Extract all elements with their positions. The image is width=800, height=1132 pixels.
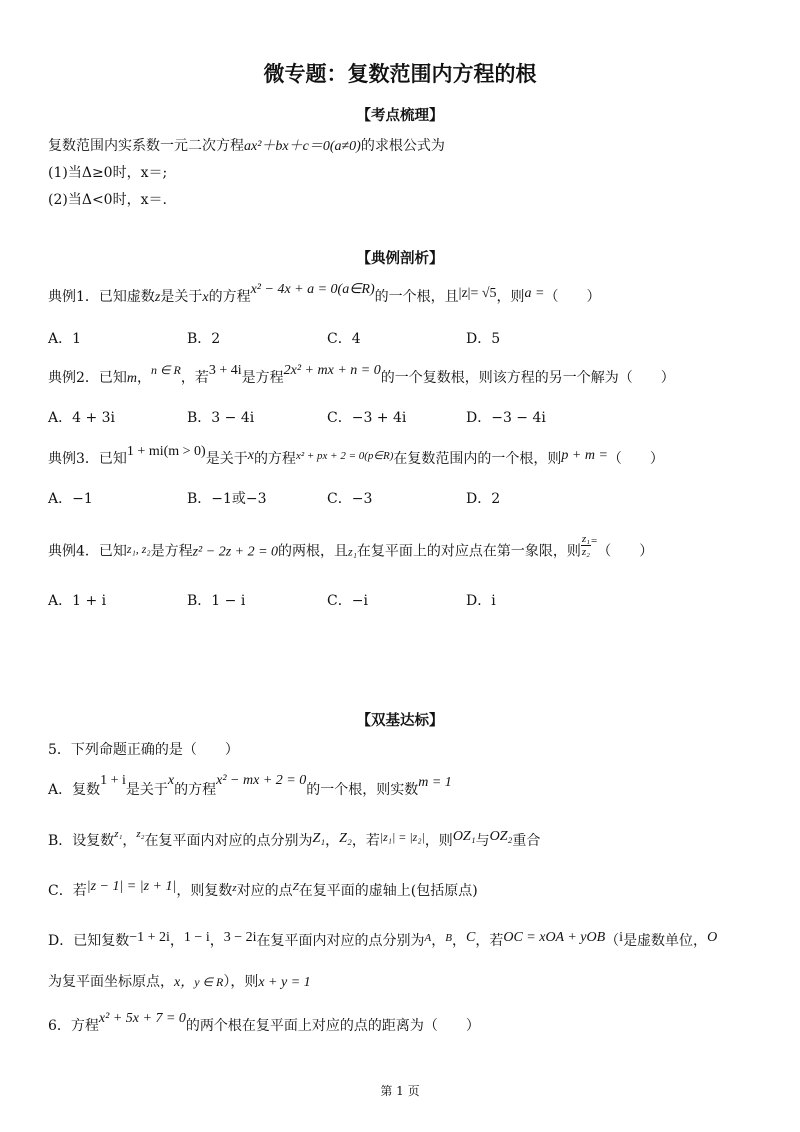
ex1-modulus: |z|= √5 — [458, 286, 497, 301]
q5b-text-e: 与 — [475, 833, 490, 849]
ex2-n-in-R: n ∈ R — [151, 363, 181, 377]
ex4-z1: z₁ — [348, 544, 357, 559]
q5b-z1: z₁ — [114, 828, 123, 840]
q5b-z2: z₂ — [136, 828, 145, 840]
q5a-equation: x² − mx + 2 = 0 — [216, 773, 307, 788]
q5c-text-d: 在复平面的虚轴上(包括原点) — [298, 883, 478, 899]
ex3-var-x: x — [247, 448, 254, 463]
example-3-stem — [48, 444, 664, 468]
ex4-equation: z² − 2z + 2 = 0 — [192, 544, 279, 560]
ex4-fraction — [581, 533, 591, 558]
q5d-imag-unit: i — [619, 930, 624, 945]
section-heading-practice: 【双基达标】 — [356, 713, 444, 729]
q5c-text-b: ，则复数 — [176, 883, 233, 899]
q5d-sep-2: ， — [209, 933, 224, 949]
q5d-sep-4: ， — [451, 933, 466, 949]
q5d-result: x + y = 1 — [258, 975, 311, 990]
q5a-text-c: 的方程 — [174, 782, 217, 798]
review-intro — [48, 135, 445, 155]
ex4-text-b: 是方程 — [150, 543, 193, 560]
ex2-option-c: C．−3 + 4i — [327, 410, 407, 426]
example-1-stem — [48, 282, 601, 306]
page-number: 第 1 页 — [380, 1084, 420, 1098]
q5b-Z1: Z₁ — [312, 831, 326, 846]
q5b-text-c: ，若 — [351, 833, 380, 849]
ex4-fraction-numerator: z₁ — [581, 533, 590, 545]
q5a-text-b: 是关于 — [125, 782, 168, 798]
q5-statement-d — [48, 930, 717, 950]
q5d-line2-text-a: 为复平面坐标原点， — [48, 974, 174, 990]
q5d-vector-equation: OC = xOA + yOB — [503, 930, 606, 945]
ex2-equation: 2x² + mx + n = 0 — [283, 363, 381, 378]
ex3-option-b: B．−1或−3 — [187, 491, 267, 507]
q6-text-b: 的两个根在复平面上对应的点的距离为（ ） — [185, 1018, 480, 1034]
q5d-complex-1: −1 + 2i — [129, 930, 170, 945]
q5d-point-A: A — [424, 932, 432, 944]
ex3-root: 1 + mi(m > 0) — [126, 444, 206, 459]
q5c-text-a: C．若 — [48, 883, 87, 899]
ex2-text-c: 的一个复数根，则该方程的另一个解为（ ） — [380, 370, 675, 386]
ex2-text-a: 典例2．已知 — [48, 370, 127, 386]
q5c-var-z: z — [232, 882, 237, 894]
ex4-option-a: A．1 + i — [48, 593, 107, 609]
q6-stem — [48, 1011, 480, 1035]
q5d-text-e: 是虚数单位， — [623, 933, 708, 949]
q5c-condition: |z − 1| = |z + 1| — [86, 879, 177, 894]
ex3-text-b: 是关于 — [205, 451, 248, 467]
ex1-equation: x² − 4x + a = 0(a∈R) — [250, 282, 375, 297]
ex2-option-d: D．−3 − 4i — [466, 410, 546, 426]
q5c-point-Z: Z — [292, 881, 299, 893]
q5b-sep: ， — [122, 833, 137, 849]
ex4-text-c: 的两根，且 — [278, 543, 349, 560]
q5b-Z2: Z₂ — [339, 831, 352, 846]
ex4-roots: z₁, z₂ — [126, 541, 151, 556]
ex2-option-b: B．3 − 4i — [187, 410, 255, 426]
ex3-text-d: 在复数范围内的一个根，则 — [393, 451, 562, 467]
q5d-complex-2: 1 − i — [183, 930, 210, 945]
page-title: 微专题：复数范围内方程的根 — [263, 62, 537, 86]
ex1-option-c: C．4 — [327, 331, 361, 347]
q5d-text-c: ，若 — [475, 933, 504, 949]
ex3-paren: （ ） — [607, 451, 664, 467]
ex1-text-b: 是关于 — [160, 289, 203, 305]
ex2-sep-2: ，若 — [180, 370, 209, 386]
ex1-ask: a = — [524, 286, 545, 301]
q5d-complex-3: 3 − 2i — [223, 930, 257, 945]
q5d-point-C: C — [465, 930, 476, 945]
ex1-text-a: 典例1．已知虚数 — [48, 289, 155, 305]
ex4-option-d: D．i — [466, 593, 496, 609]
ex2-option-a: A．4 + 3i — [48, 410, 116, 426]
ex1-paren: （ ） — [544, 289, 601, 305]
ex3-equation: x² + px + 2 = 0(p∈R) — [295, 450, 394, 462]
q5d-text-a: D．已知复数 — [48, 933, 130, 949]
q5b-vector-oz2: OZ₂ — [489, 829, 513, 844]
ex1-var-x: x — [202, 290, 209, 305]
ex2-text-b: 是方程 — [241, 370, 284, 386]
ex1-text-e: ，则 — [496, 289, 525, 305]
q5a-text-a: A．复数 — [48, 782, 101, 798]
q6-equation: x² + 5x + 7 = 0 — [98, 1011, 186, 1026]
q5d-line2-text-b: ），则 — [223, 974, 259, 990]
ex1-text-d: 的一个根，且 — [374, 289, 459, 305]
review-case-1: (1)当Δ≥0时，x＝; — [48, 165, 168, 181]
q5a-root: 1 + i — [100, 773, 126, 788]
ex1-var-z: z — [154, 290, 161, 305]
ex4-option-c: C．−i — [327, 593, 368, 609]
example-4-stem — [48, 533, 654, 564]
section-heading-review: 【考点梳理】 — [356, 108, 444, 124]
ex2-var-m: m — [126, 371, 138, 386]
section-heading-examples: 【典例剖析】 — [356, 251, 444, 267]
ex4-fraction-denominator: z₂ — [581, 546, 590, 558]
ex4-option-b: B．1 − i — [187, 593, 246, 609]
ex4-text-a: 典例4．已知 — [48, 543, 127, 560]
q5a-var-x: x — [167, 773, 175, 788]
ex2-sep-1: ， — [137, 370, 152, 386]
q5b-condition: |z₁| = |z₂| — [379, 830, 425, 844]
q5-statement-a — [48, 773, 452, 799]
review-case-2: (2)当Δ<0时，x＝. — [48, 192, 167, 208]
ex1-option-b: B．2 — [187, 331, 221, 347]
q5b-text-d: ，则 — [424, 833, 453, 849]
q5-statement-c — [48, 880, 478, 900]
ex3-ask: p + m = — [561, 448, 608, 463]
q5b-vector-oz1: OZ₁ — [452, 829, 476, 844]
review-intro-text: 复数范围内实系数一元二次方程 — [48, 138, 244, 154]
q5a-result: m = 1 — [418, 775, 452, 790]
q5b-sep-2: ， — [325, 833, 340, 849]
q5d-sep-1: ， — [169, 933, 184, 949]
q5d-y-in-R: y ∈ R — [194, 975, 224, 989]
ex4-text-d: 在复平面上的对应点在第一象限，则 — [356, 543, 581, 560]
ex3-text-c: 的方程 — [253, 451, 296, 467]
review-intro-tail: 的求根公式为 — [360, 138, 445, 154]
q5b-text-b: 在复平面内对应的点分别为 — [144, 833, 313, 849]
ex4-equals: = — [591, 534, 598, 547]
ex2-root: 3 + 4i — [208, 363, 242, 378]
ex3-option-d: D．2 — [466, 491, 501, 507]
q5b-text-f: 重合 — [512, 833, 541, 849]
q5d-origin-O: O — [707, 930, 718, 945]
q5d-var-x: x， — [174, 975, 195, 990]
review-intro-equation: ax²＋bx＋c＝0(a≠0) — [244, 139, 361, 154]
q5d-text-b: 在复平面内对应的点分别为 — [256, 933, 425, 949]
ex1-option-a: A．1 — [48, 331, 82, 347]
ex3-option-c: C．−3 — [327, 491, 373, 507]
ex1-option-d: D．5 — [466, 331, 501, 347]
ex3-text-a: 典例3．已知 — [48, 451, 127, 467]
q5-stem: 5．下列命题正确的是（ ） — [48, 742, 239, 758]
q5a-text-d: 的一个根，则实数 — [306, 782, 419, 798]
q5d-sep-3: ， — [431, 933, 446, 949]
q5c-text-c: 对应的点 — [236, 883, 293, 899]
q5b-text-a: B．设复数 — [48, 833, 115, 849]
ex1-text-c: 的方程 — [208, 289, 251, 305]
example-2-stem — [48, 363, 675, 387]
q5d-text-d: （ — [605, 933, 620, 949]
ex4-paren: （ ） — [597, 543, 654, 560]
q5d-point-B: B — [445, 932, 452, 944]
ex3-option-a: A．−1 — [48, 491, 93, 507]
q5-statement-b — [48, 830, 540, 850]
q6-text-a: 6．方程 — [48, 1018, 99, 1034]
q5-statement-d-line-2 — [48, 971, 311, 991]
